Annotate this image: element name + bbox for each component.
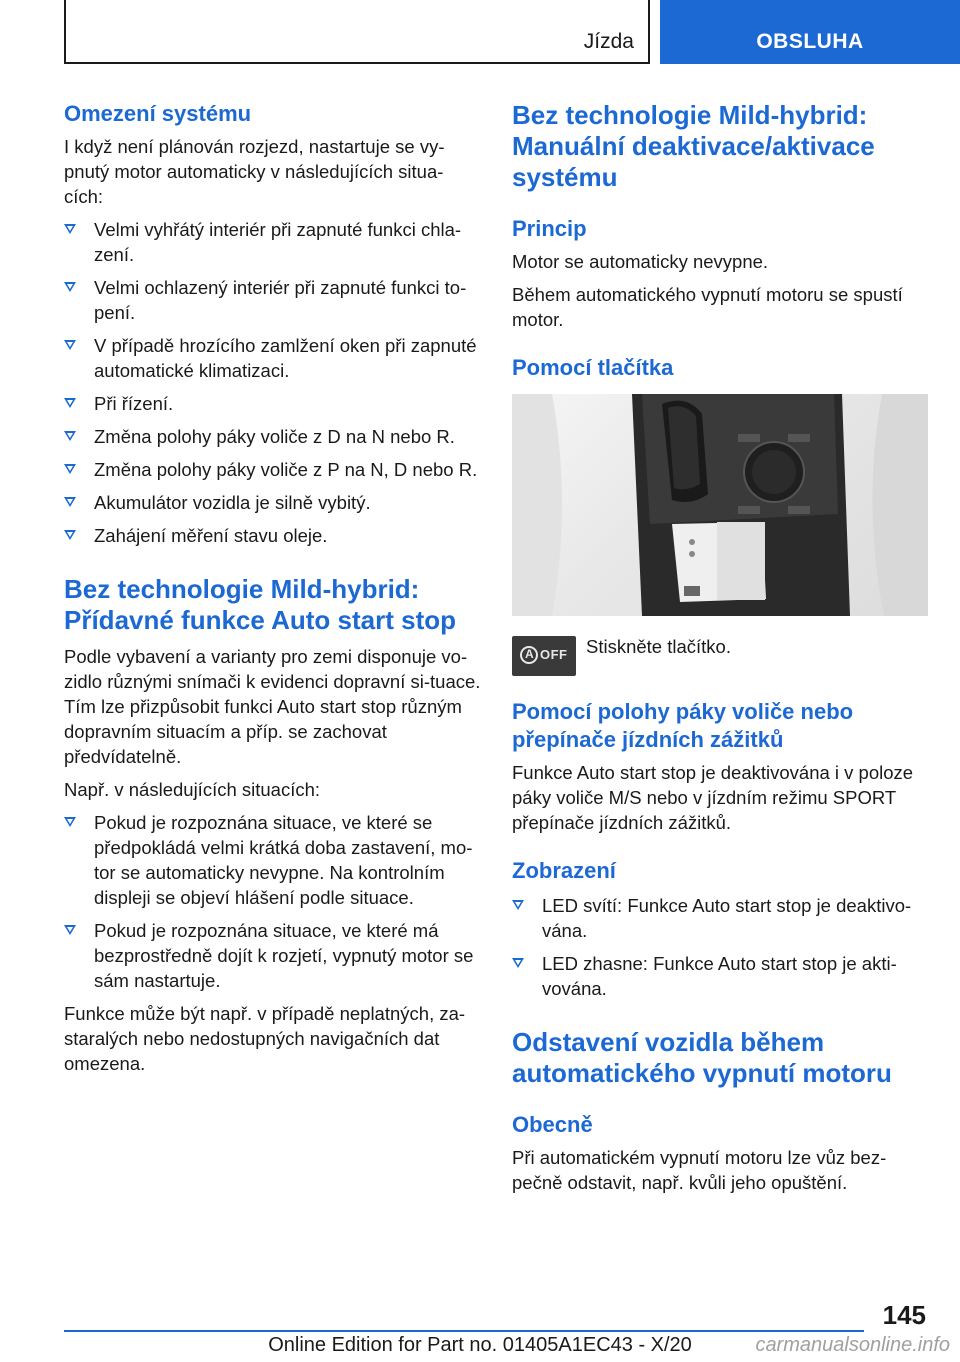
triangle-bullet-icon — [512, 900, 524, 910]
bullet-list — [64, 217, 482, 548]
list-item: V případě hrozícího zamlžení oken při zapnuté automatické klimatizaci. — [64, 333, 482, 383]
paragraph: Při automatickém vypnutí motoru lze vůz bez-pečně odstavit, např. kvůli jeho opuštění. — [512, 1147, 887, 1193]
triangle-bullet-icon — [64, 431, 76, 441]
triangle-bullet-icon — [64, 224, 76, 234]
center-console-illustration — [512, 394, 928, 616]
triangle-bullet-icon — [64, 925, 76, 935]
heading-display: Zobrazení — [512, 858, 616, 883]
triangle-bullet-icon — [512, 958, 524, 968]
button-off-label: OFF — [540, 647, 568, 662]
list-item: Změna polohy páky voliče z P na N, D nebo R. — [64, 457, 482, 482]
page-number: 145 — [882, 1300, 926, 1330]
list-item: Pokud je rozpoznána situace, ve které má bezprostředně dojít k rozjetí, vypnutý motor se sám nastartuje. — [64, 918, 482, 993]
heading-via-button: Pomocí tlačítka — [512, 355, 674, 380]
heading-manual-deactivation: Bez technologie Mild-hybrid: Manuální deaktivace/aktivace systému — [512, 100, 875, 192]
triangle-bullet-icon — [64, 398, 76, 408]
paragraph: I když není plánován rozjezd, nastartuje se vy-pnutý motor automaticky v následujících situa-cích: — [64, 136, 445, 207]
list-item: Zahájení měření stavu oleje. — [64, 523, 482, 548]
right-column — [512, 100, 930, 1203]
paragraph: Funkce Auto start stop je deaktivována i v poloze páky voliče M/S nebo v jízdním režimu SPORT přepínače jízdních zážitků. — [512, 762, 914, 833]
section-title: Jízda — [583, 30, 634, 53]
heading-parking: Odstavení vozidla během automatického vypnutí motoru — [512, 1027, 892, 1088]
center-console-photo — [512, 394, 928, 616]
list-item: Pokud je rozpoznána situace, ve které se předpokládá velmi krátká doba zastavení, mo-tor se automaticky nevypne. Na kontrolním displeji se objeví hlášení podle situace. — [64, 810, 482, 910]
heading-principle: Princip — [512, 216, 587, 241]
footer-edition: Online Edition for Part no. 01405A1EC43 - X/20 — [268, 1334, 692, 1356]
triangle-bullet-icon — [64, 340, 76, 350]
watermark: carmanualsonline.info — [755, 1334, 950, 1356]
list-item: Při řízení. — [64, 391, 482, 416]
left-column — [64, 100, 482, 1084]
triangle-bullet-icon — [64, 464, 76, 474]
list-item: LED svítí: Funkce Auto start stop je deaktivo-vána. — [512, 893, 930, 943]
footer-divider — [64, 1330, 864, 1332]
auto-start-stop-button-image — [512, 636, 576, 676]
list-item: Velmi vyhřátý interiér při zapnuté funkci chla-zení. — [64, 217, 482, 267]
paragraph: Během automatického vypnutí motoru se spustí motor. — [512, 284, 903, 330]
paragraph: Podle vybavení a varianty pro zemi disponuje vo-zidlo různými snímači k evidenci dopravní si-tuace. Tím lze přizpůsobit funkci Auto start stop různým dopravním situacím a příp. se zachovat předvídatelně. — [64, 646, 481, 767]
auto-start-stop-icon — [520, 646, 538, 664]
paragraph: Funkce může být např. v případě neplatných, za-staralých nebo nedostupných navigačních dat omezena. — [64, 1003, 466, 1074]
chapter-tab: OBSLUHA — [660, 0, 960, 64]
list-item: Změna polohy páky voliče z D na N nebo R. — [64, 424, 482, 449]
header-frame — [64, 0, 650, 64]
button-instruction-text: Stiskněte tlačítko. — [586, 636, 731, 657]
list-item: LED zhasne: Funkce Auto start stop je akti-vována. — [512, 951, 930, 1001]
triangle-bullet-icon — [64, 497, 76, 507]
list-item: Akumulátor vozidla je silně vybitý. — [64, 490, 482, 515]
button-instruction — [512, 628, 930, 676]
heading-general: Obecně — [512, 1112, 593, 1137]
paragraph: Např. v následujících situacích: — [64, 779, 321, 800]
bullet-list — [512, 893, 930, 1001]
bullet-list — [64, 810, 482, 993]
list-item: Velmi ochlazený interiér při zapnuté funkci to-pení. — [64, 275, 482, 325]
paragraph: Motor se automaticky nevypne. — [512, 251, 769, 272]
heading-additional-functions: Bez technologie Mild-hybrid: Přídavné funkce Auto start stop — [64, 574, 456, 635]
triangle-bullet-icon — [64, 282, 76, 292]
triangle-bullet-icon — [64, 817, 76, 827]
heading-via-lever: Pomocí polohy páky voliče nebo přepínače jízdních zážitků — [512, 699, 854, 752]
heading-system-limits: Omezení systému — [64, 101, 252, 126]
triangle-bullet-icon — [64, 530, 76, 540]
